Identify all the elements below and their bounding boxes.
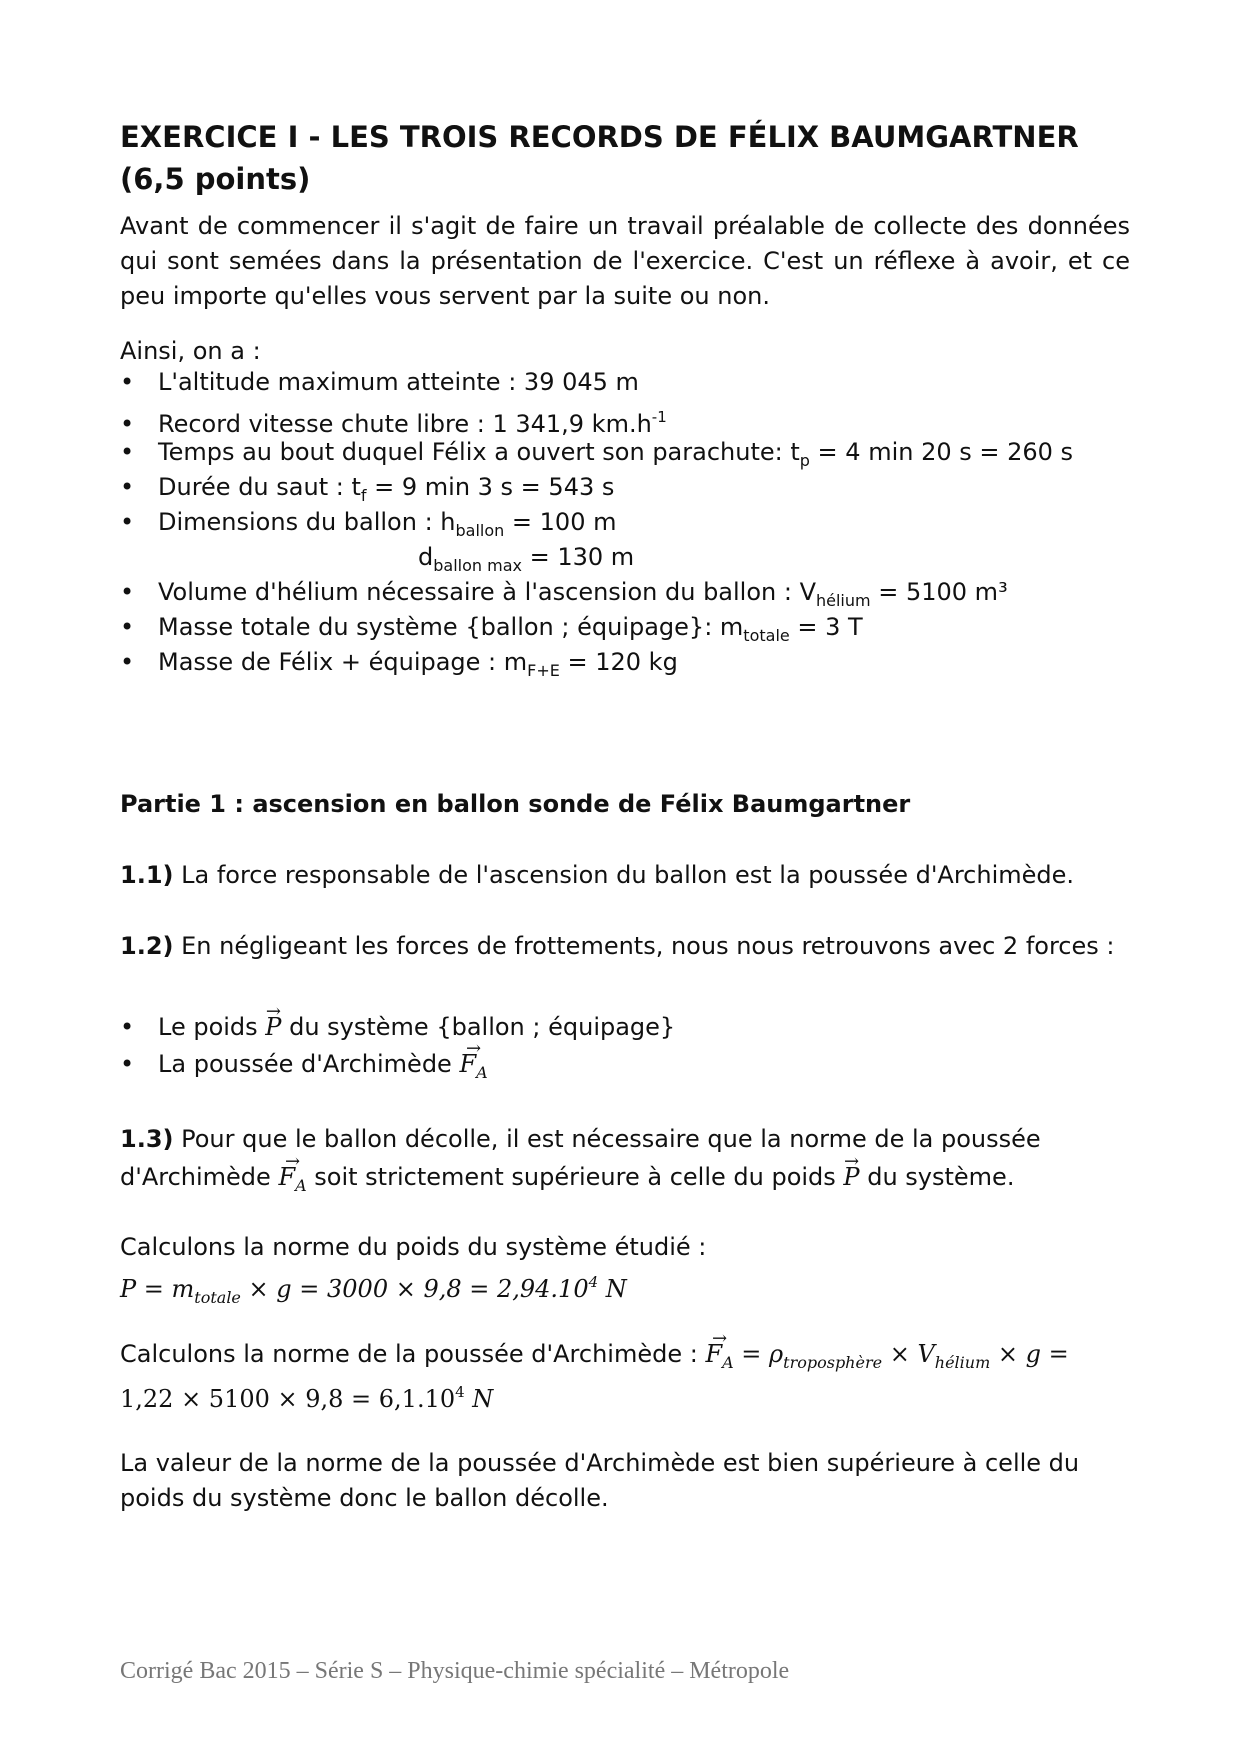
vector-p-symbol: → P: [265, 1010, 281, 1045]
page-footer: Corrigé Bac 2015 – Série S – Physique-chimie spécialité – Métropole: [120, 1658, 790, 1684]
vector-p-symbol: → P: [843, 1160, 859, 1195]
bullet-icon: •: [120, 1013, 135, 1041]
calc-archimede-label: Calculons la norme de la poussée d'Archimède : → $F_A = \rho_{troposphère} \times V_{hélium} \times g$ =: [120, 1337, 1069, 1380]
list-item-altitude: • L'altitude maximum atteinte : 39 045 m: [120, 365, 639, 400]
bullet-icon: •: [120, 648, 135, 676]
vector-fa-symbol: → $F_A$: [278, 1160, 306, 1203]
conclusion-paragraph: La valeur de la norme de la poussée d'Archimède est bien supérieure à celle du poids du système donc le ballon décolle.: [120, 1449, 1080, 1512]
force-item-archimede: • La poussée d'Archimède → $F_A$: [120, 1047, 488, 1090]
title-line-1: EXERCICE I - LES TROIS RECORDS DE FÉLIX BAUMGARTNER: [120, 120, 1079, 154]
list-item-dimensions-diameter: $d_{ballon max} = 130$ m: [418, 543, 635, 575]
bullet-icon: •: [120, 473, 135, 501]
vector-fa-symbol: → $F_A$: [459, 1047, 487, 1090]
question-1-3-line-2: d'Archimède → $F_A$ soit strictement supérieure à celle du poids → P du système.: [120, 1160, 1014, 1203]
list-item-duree: • Durée du saut : $t_f = 9$ min 3 s = 543 s: [120, 470, 614, 513]
title-line-2: (6,5 points): [120, 162, 311, 196]
list-item-dimensions: • Dimensions du ballon : $h_{ballon} = 100$ m: [120, 505, 616, 548]
bullet-icon: •: [120, 508, 135, 536]
question-1-3-line-1: 1.3) Pour que le ballon décolle, il est nécessaire que la norme de la poussée: [120, 1125, 1041, 1153]
bullet-icon: •: [120, 368, 135, 396]
bullet-icon: •: [120, 578, 135, 606]
force-item-poids: • Le poids → P du système {ballon ; équipage}: [120, 1010, 675, 1045]
calc-poids-label: Calculons la norme du poids du système étudié :: [120, 1233, 707, 1261]
list-item-vitesse: • Record vitesse chute libre : 1 341,9 $km.h^{-1}$: [120, 400, 667, 442]
calc-archimede-equation: $1,22 \times 5100 \times 9,8 = 6,1.10^4$ N: [120, 1383, 494, 1413]
question-1-2: 1.2) En négligeant les forces de frottements, nous nous retrouvons avec 2 forces :: [120, 932, 1115, 960]
bullet-icon: •: [120, 1050, 135, 1078]
list-item-volume: • Volume d'hélium nécessaire à l'ascension du ballon : $V_{hélium} = 5100$ m³: [120, 575, 1008, 618]
partie-1-heading: Partie 1 : ascension en ballon sonde de Félix Baumgartner: [120, 790, 911, 818]
bullet-icon: •: [120, 613, 135, 641]
exercise-title: [120, 116, 1130, 200]
intro-paragraph: Avant de commencer il s'agit de faire un travail préalable de collecte des données qui sont semées dans la présentation de l'exercice. C'est un réflexe à avoir, et ce peu importe qu'elles vous servent par la suite ou non.: [120, 212, 1130, 310]
ainsi-line: Ainsi, on a :: [120, 337, 261, 365]
bullet-icon: •: [120, 410, 135, 438]
calc-poids-equation: $P = m_{totale} \times g = 3000 \times 9,8 = 2,94.10^4$ N: [120, 1273, 627, 1307]
list-item-parachute: • Temps au bout duquel Félix a ouvert son parachute: $t_p = 4$ min 20 s = 260 s: [120, 435, 1073, 478]
list-item-masse-totale: • Masse totale du système {ballon ; équipage}: $m_{totale} = 3$ T: [120, 610, 863, 653]
vector-fa-symbol: → $F_A$: [705, 1337, 733, 1380]
list-item-masse-felix: • Masse de Félix + équipage : $m_{F+E} = 120$ kg: [120, 645, 678, 688]
bullet-icon: •: [120, 438, 135, 466]
question-1-1: 1.1) La force responsable de l'ascension du ballon est la poussée d'Archimède.: [120, 861, 1075, 889]
